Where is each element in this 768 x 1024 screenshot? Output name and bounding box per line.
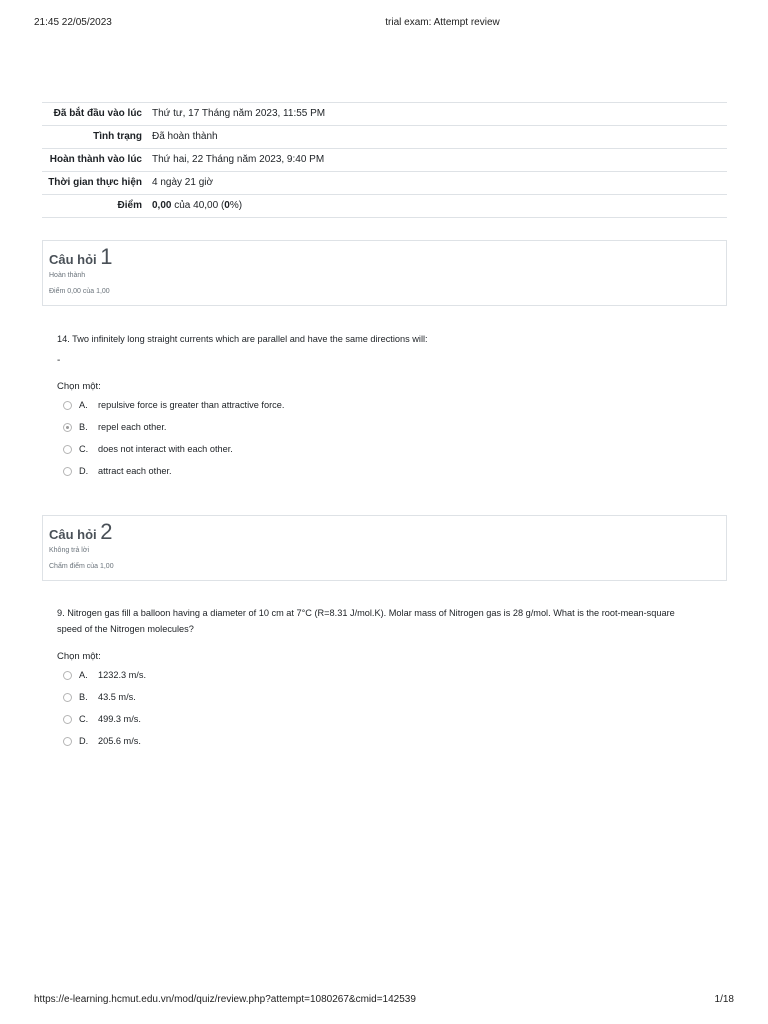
attempt-summary-table — [42, 102, 727, 218]
question-2-prompt: Chọn một: — [57, 651, 101, 662]
radio-button[interactable] — [63, 737, 72, 746]
summary-row — [42, 149, 727, 172]
answer-letter: D. — [79, 736, 89, 746]
question-number-value: 2 — [100, 519, 113, 544]
answer-option[interactable] — [63, 416, 284, 438]
answer-text: 43.5 m/s. — [98, 692, 136, 702]
score-of-text: của 40,00 ( — [171, 200, 225, 211]
summary-label: Tình trạng — [93, 131, 142, 142]
question-grade: Chấm điểm của 1,00 — [49, 563, 114, 570]
print-timestamp: 21:45 22/05/2023 — [34, 17, 112, 28]
summary-row — [42, 103, 727, 126]
question-1-answers — [63, 394, 284, 482]
question-number — [43, 516, 726, 545]
question-label: Câu hỏi — [49, 527, 97, 542]
summary-label: Hoàn thành vào lúc — [49, 154, 142, 165]
print-url: https://e-learning.hcmut.edu.vn/mod/quiz/review.php?attempt=1080267&cmid=142539 — [34, 994, 416, 1005]
answer-text: 1232.3 m/s. — [98, 670, 147, 680]
summary-value: 4 ngày 21 giờ — [152, 177, 214, 188]
print-footer — [0, 994, 768, 1008]
radio-button[interactable] — [63, 715, 72, 724]
answer-text: attract each other. — [98, 466, 172, 476]
score-end: %) — [229, 200, 243, 211]
answer-option[interactable] — [63, 708, 146, 730]
answer-option[interactable] — [63, 460, 284, 482]
answer-text: repel each other. — [98, 422, 167, 432]
answer-letter: C. — [79, 444, 89, 454]
answer-option[interactable] — [63, 438, 284, 460]
question-label: Câu hỏi — [49, 252, 97, 267]
summary-value: Thứ tư, 17 Tháng năm 2023, 11:55 PM — [152, 108, 326, 119]
summary-label: Thời gian thực hiện — [48, 177, 142, 188]
summary-row — [42, 126, 727, 149]
summary-value: Đã hoàn thành — [152, 131, 218, 142]
answer-option[interactable] — [63, 730, 146, 752]
question-1-prompt: Chọn một: — [57, 381, 101, 392]
question-state: Hoàn thành — [49, 272, 86, 279]
radio-button[interactable] — [63, 671, 72, 680]
summary-value: Thứ hai, 22 Tháng năm 2023, 9:40 PM — [152, 154, 325, 165]
answer-letter: D. — [79, 466, 89, 476]
answer-letter: A. — [79, 670, 88, 680]
answer-text: 205.6 m/s. — [98, 736, 141, 746]
summary-value — [150, 195, 727, 218]
answer-option[interactable] — [63, 664, 146, 686]
question-2-text: 9. Nitrogen gas fill a balloon having a diameter of 10 cm at 7°C (R=8.31 J/mol.K). Molar mass of Nitrogen gas is 28 g/mol. What is the root-mean-square speed of the Nitrogen molecules? — [57, 608, 675, 634]
summary-row — [42, 172, 727, 195]
question-2-info — [42, 515, 727, 581]
print-document-title: trial exam: Attempt review — [385, 17, 500, 28]
question-1-info — [42, 240, 727, 306]
summary-label: Đã bắt đầu vào lúc — [53, 108, 142, 119]
summary-label: Điểm — [117, 200, 142, 211]
answer-option[interactable] — [63, 394, 284, 416]
score-percent: 0 — [224, 200, 230, 211]
summary-row — [42, 195, 727, 218]
answer-letter: A. — [79, 400, 88, 410]
question-state: Không trả lời — [49, 547, 90, 554]
question-1-text: 14. Two infinitely long straight currents which are parallel and have the same directions will: — [57, 334, 428, 344]
question-2-answers — [63, 664, 146, 752]
answer-letter: B. — [79, 422, 88, 432]
question-grade: Điểm 0,00 của 1,00 — [49, 288, 110, 295]
radio-button[interactable] — [63, 401, 72, 410]
answer-letter: C. — [79, 714, 89, 724]
page-number: 1/18 — [714, 994, 734, 1005]
answer-text: does not interact with each other. — [98, 444, 233, 454]
radio-button[interactable] — [63, 467, 72, 476]
score-value: 0,00 — [152, 200, 172, 211]
radio-button[interactable] — [63, 693, 72, 702]
question-1-extra: - — [57, 355, 61, 366]
answer-text: 499.3 m/s. — [98, 714, 141, 724]
question-number — [43, 241, 726, 270]
print-header — [0, 17, 768, 31]
radio-button-selected[interactable] — [63, 423, 72, 432]
answer-option[interactable] — [63, 686, 146, 708]
answer-text: repulsive force is greater than attractive force. — [98, 400, 285, 410]
answer-letter: B. — [79, 692, 88, 702]
radio-button[interactable] — [63, 445, 72, 454]
question-number-value: 1 — [100, 244, 113, 269]
